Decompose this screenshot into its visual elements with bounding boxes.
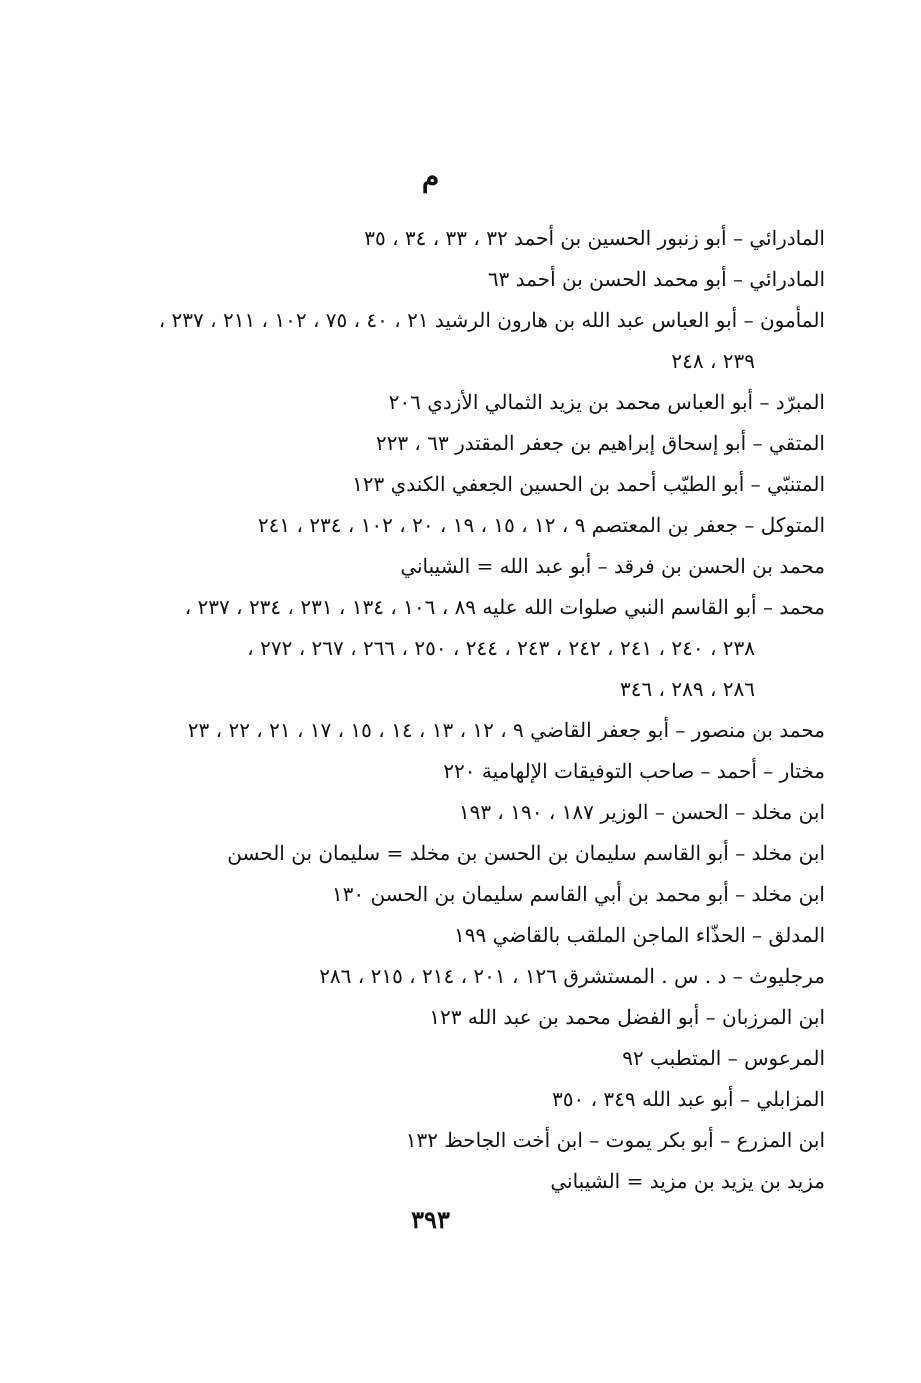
index-entry-continuation: ٢٣٨ ، ٢٤٠ ، ٢٤١ ، ٢٤٢ ، ٢٤٣ ، ٢٤٤ ، ٢٥٠ ، ٢٦٦ ، ٢٦٧ ، ٢٧٢ ، xyxy=(247,636,755,660)
index-entry: ابن مخلد – أبو القاسم سليمان بن الحسن بن مخلد = سليمان بن الحسن xyxy=(227,841,825,865)
section-letter-heading: م xyxy=(421,160,440,193)
index-entry-list xyxy=(125,218,825,1202)
index-entry-continuation: ٢٨٦ ، ٢٨٩ ، ٣٤٦ xyxy=(619,677,755,701)
index-entry: المادرائي – أبو زنبور الحسين بن أحمد ٣٢ ، ٣٣ ، ٣٤ ، ٣٥ xyxy=(364,226,825,250)
index-entry: مختار – أحمد – صاحب التوفيقات الإلهامية ٢٢٠ xyxy=(443,759,825,783)
index-entry: محمد بن الحسن بن فرقد – أبو عبد الله = الشيباني xyxy=(400,554,825,578)
index-entry: مزيد بن يزيد بن مزيد = الشيباني xyxy=(550,1169,825,1193)
page-number: ٣٩٣ xyxy=(411,1205,450,1234)
index-entry: المزابلي – أبو عبد الله ٣٤٩ ، ٣٥٠ xyxy=(551,1087,825,1111)
index-entry: المبرّد – أبو العباس محمد بن يزيد الثمالي الأزدي ٢٠٦ xyxy=(388,390,825,414)
index-entry: المادرائي – أبو محمد الحسن بن أحمد ٦٣ xyxy=(487,267,825,291)
index-entry: ابن مخلد – الحسن – الوزير ١٨٧ ، ١٩٠ ، ١٩٣ xyxy=(458,800,825,824)
index-entry-continuation: ٢٣٩ ، ٢٤٨ xyxy=(671,349,755,373)
index-entry: المتنبّي – أبو الطيّب أحمد بن الحسين الجعفي الكندي ١٢٣ xyxy=(352,472,825,496)
index-entry: المرعوس – المتطبب ٩٢ xyxy=(622,1046,825,1070)
index-entry: ابن المرزبان – أبو الفضل محمد بن عبد الله ١٢٣ xyxy=(429,1005,825,1029)
index-entry: محمد – أبو القاسم النبي صلوات الله عليه ٨٩ ، ١٠٦ ، ١٣٤ ، ٢٣١ ، ٢٣٤ ، ٢٣٧ ، xyxy=(184,595,825,619)
index-entry: ابن مخلد – أبو محمد بن أبي القاسم سليمان بن الحسن ١٣٠ xyxy=(331,882,825,906)
index-entry: ابن المزرع – أبو بكر يموت – ابن أخت الجاحظ ١٣٢ xyxy=(405,1128,825,1152)
index-entry: مرجليوث – د . س . المستشرق ١٢٦ ، ٢٠١ ، ٢١٤ ، ٢١٥ ، ٢٨٦ xyxy=(319,964,825,988)
index-entry: المتقي – أبو إسحاق إبراهيم بن جعفر المقتدر ٦٣ ، ٢٢٣ xyxy=(375,431,825,455)
index-entry: المأمون – أبو العباس عبد الله بن هارون الرشيد ٢١ ، ٤٠ ، ٧٥ ، ١٠٢ ، ٢١١ ، ٢٣٧ ، xyxy=(158,308,825,332)
index-entry: المدلق – الحذّاء الماجن الملقب بالقاضي ١٩٩ xyxy=(454,923,825,947)
index-entry: محمد بن منصور – أبو جعفر القاضي ٩ ، ١٢ ، ١٣ ، ١٤ ، ١٥ ، ١٧ ، ٢١ ، ٢٢ ، ٢٣ xyxy=(187,718,825,742)
index-entry: المتوكل – جعفر بن المعتصم ٩ ، ١٢ ، ١٥ ، ١٩ ، ٢٠ ، ١٠٢ ، ٢٣٤ ، ٢٤١ xyxy=(257,513,825,537)
